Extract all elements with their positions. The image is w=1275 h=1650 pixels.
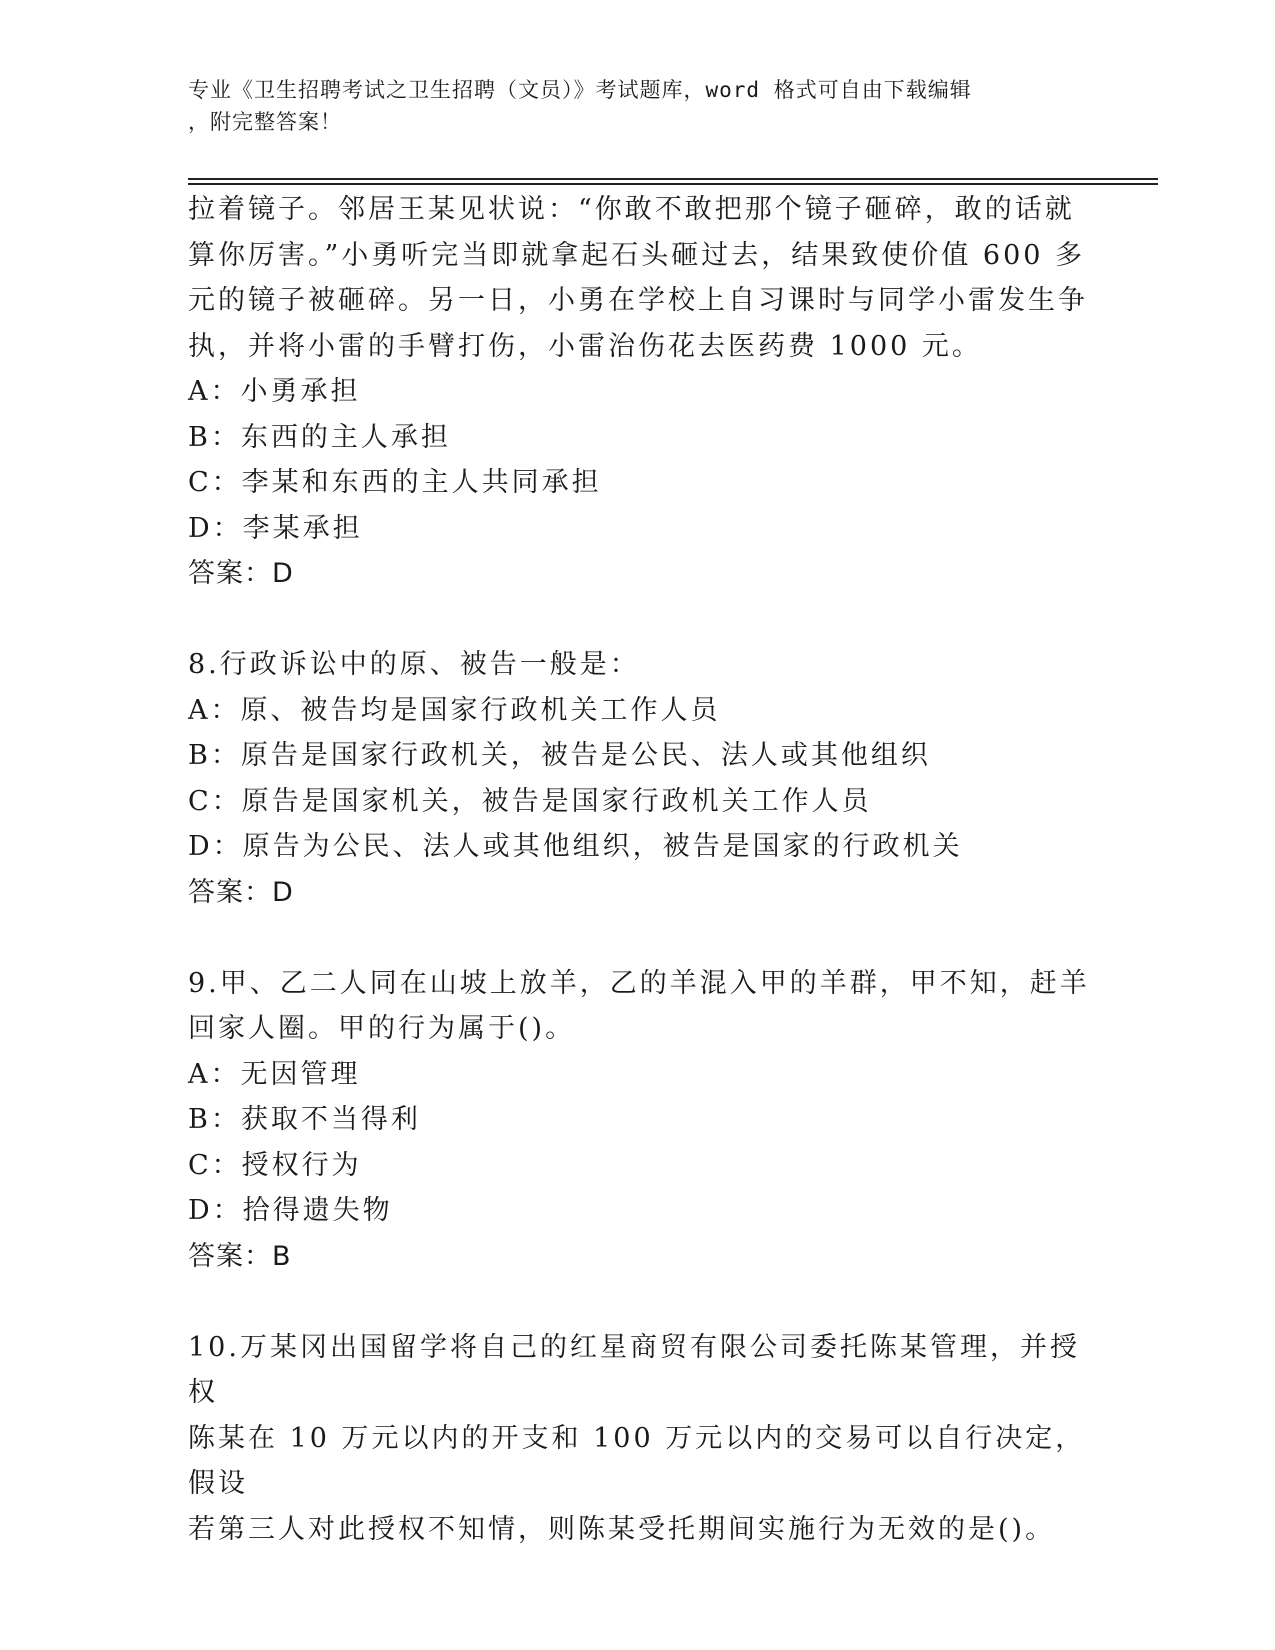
option-a: A：无因管理 xyxy=(188,1058,361,1090)
header-divider-bottom xyxy=(188,183,1158,185)
spacer xyxy=(188,597,1093,643)
question-text-line: 回家人圈。甲的行为属于()。 xyxy=(188,1013,576,1044)
question-10 xyxy=(188,1325,1093,1553)
option-d: D：李某承担 xyxy=(188,512,363,544)
spacer xyxy=(188,915,1093,961)
question-list xyxy=(188,187,1093,1552)
answer-line: 答案：D xyxy=(188,876,294,908)
question-7-continued xyxy=(188,187,1093,597)
header-line-2: ，附完整答案！ xyxy=(188,110,342,134)
option-c: C：李某和东西的主人共同承担 xyxy=(188,467,602,498)
question-text-line: 元的镜子被砸碎。另一日，小勇在学校上自习课时与同学小雷发生争 xyxy=(188,285,1088,316)
question-text-line: 若第三人对此授权不知情，则陈某受托期间实施行为无效的是()。 xyxy=(188,1513,1056,1545)
question-text-line: 10.万某冈出国留学将自己的红星商贸有限公司委托陈某管理，并授权 xyxy=(188,1331,1080,1408)
option-c: C：原告是国家机关，被告是国家行政机关工作人员 xyxy=(188,785,872,817)
option-b: B：获取不当得利 xyxy=(188,1104,421,1135)
option-d: D：拾得遗失物 xyxy=(188,1195,393,1226)
question-text-line: 执，并将小雷的手臂打伤，小雷治伤花去医药费 1000 元。 xyxy=(188,330,982,362)
document-header xyxy=(188,74,1088,138)
question-text-line: 拉着镜子。邻居王某见状说：“你敢不敢把那个镜子砸碎，敢的话就 xyxy=(188,194,1075,225)
header-divider-top xyxy=(188,178,1158,180)
question-text-line: 8.行政诉讼中的原、被告一般是： xyxy=(188,649,640,680)
question-text-line: 算你厉害。”小勇听完当即就拿起石头砸过去，结果致使价值 600 多 xyxy=(188,239,1086,271)
option-b: B：东西的主人承担 xyxy=(188,421,451,453)
question-text-line: 陈某在 10 万元以内的开支和 100 万元以内的交易可以自行决定，假设 xyxy=(188,1422,1086,1499)
option-a: A：原、被告均是国家行政机关工作人员 xyxy=(188,694,721,726)
answer-line: 答案：B xyxy=(188,1240,292,1272)
spacer xyxy=(188,1279,1093,1325)
option-c: C：授权行为 xyxy=(188,1149,362,1181)
question-text-line: 9.甲、乙二人同在山坡上放羊，乙的羊混入甲的羊群，甲不知，赶羊 xyxy=(188,967,1090,999)
option-d: D：原告为公民、法人或其他组织，被告是国家的行政机关 xyxy=(188,831,963,862)
option-b: B：原告是国家行政机关，被告是公民、法人或其他组织 xyxy=(188,740,931,771)
question-8 xyxy=(188,642,1093,915)
option-a: A：小勇承担 xyxy=(188,376,361,407)
answer-line: 答案：D xyxy=(188,558,294,589)
question-9 xyxy=(188,961,1093,1280)
header-line-1: 专业《卫生招聘考试之卫生招聘（文员）》考试题库，word 格式可自由下载编辑 xyxy=(188,78,972,102)
